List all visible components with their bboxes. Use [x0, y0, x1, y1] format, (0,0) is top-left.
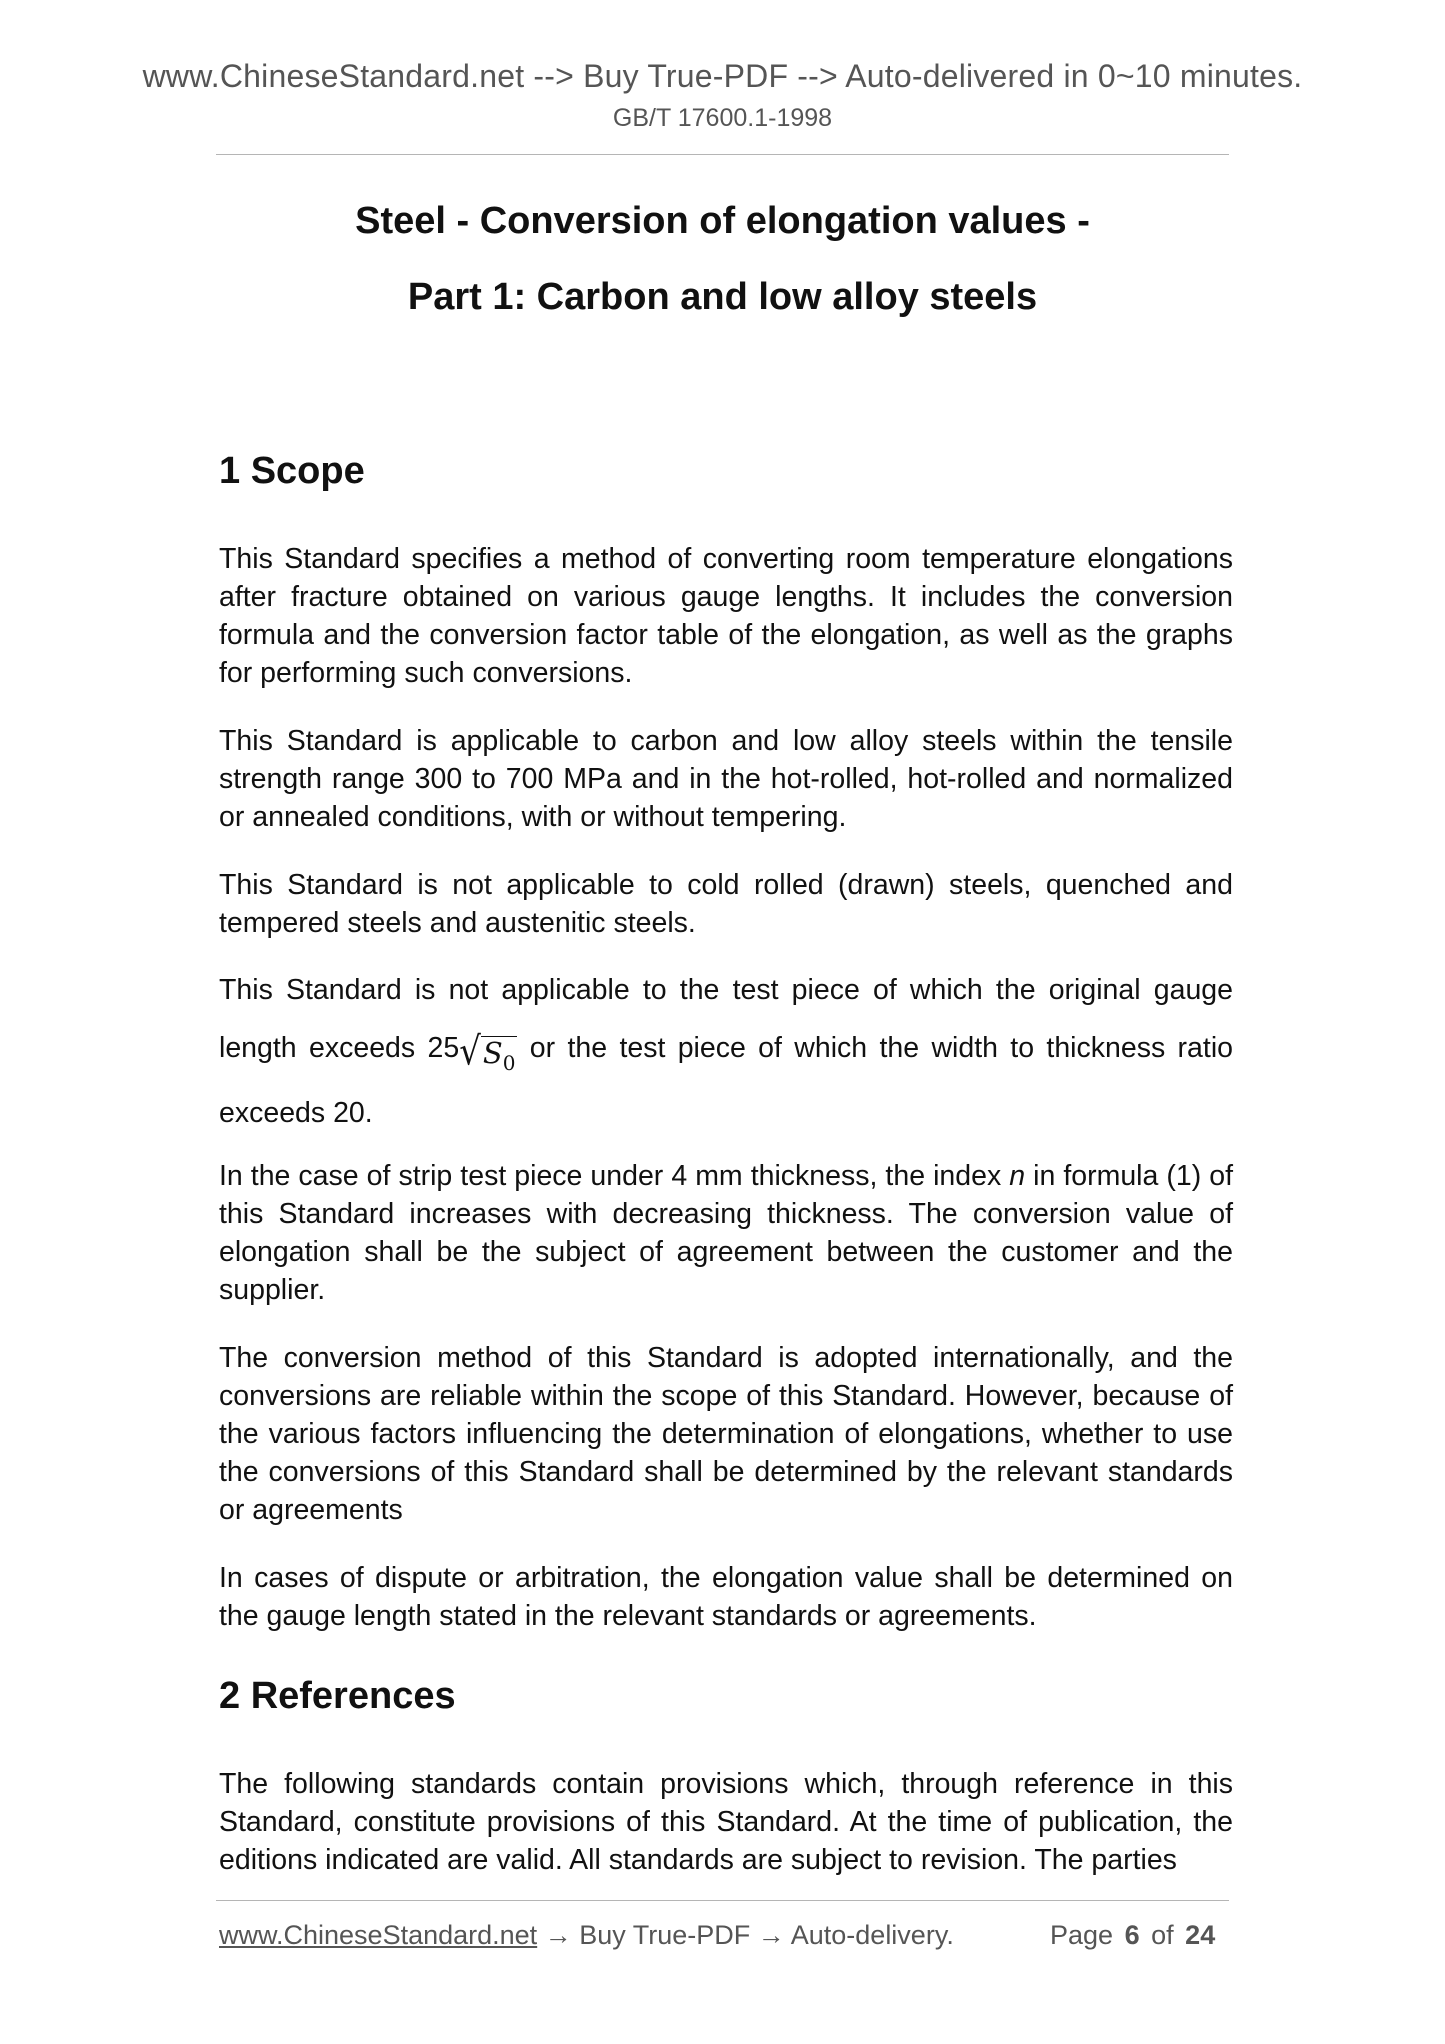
scope-paragraph-2: This Standard is applicable to carbon and low alloy steels within the tensile strength range 300 to 700 MPa and in the hot-rolled, hot-rolled and normalized or annealed conditions, with or without tempering.: [219, 725, 1233, 833]
document-title-line-1: Steel - Conversion of elongation values -: [355, 200, 1090, 242]
of-label: of: [1151, 1920, 1174, 1950]
page-indicator: [1050, 1920, 1215, 1951]
scope-paragraph-5: [219, 1157, 1233, 1309]
strip-text-end: in formula (1) of this Standard increases with decreasing thickness. The conversion value of elongation shall be the subject of agreement between the customer and the supplier.: [219, 1160, 1233, 1306]
scope-paragraph-3: This Standard is not applicable to cold rolled (drawn) steels, quenched and tempered steels and austenitic steels.: [219, 869, 1233, 939]
scope-paragraph-4-line-2: [219, 1029, 1233, 1074]
footer-promo-text: → Buy True-PDF → Auto-delivery.: [537, 1920, 954, 1950]
scope-paragraph-7: In cases of dispute or arbitration, the elongation value shall be determined on the gauge length stated in the relevant standards or agreements.: [219, 1562, 1233, 1632]
footer-site-link[interactable]: www.ChineseStandard.net: [219, 1920, 538, 1950]
radicand-variable: S: [482, 1036, 503, 1070]
scope-paragraph-4: [219, 971, 1233, 1132]
site-banner: www.ChineseStandard.net --> Buy True-PDF --> Auto-delivered in 0~10 minutes.: [142, 58, 1303, 94]
gauge-length-text: length exceeds 25: [219, 1032, 460, 1064]
scope-paragraph-4-line-1: This Standard is not applicable to the test piece of which the original gauge: [219, 974, 1233, 1006]
footer-divider: [216, 1900, 1229, 1901]
section-heading-scope: 1 Scope: [219, 450, 365, 492]
section-heading-references: 2 References: [219, 1675, 456, 1717]
index-variable: n: [1009, 1160, 1026, 1192]
radical-sign-icon: √: [459, 1029, 481, 1075]
radicand: [481, 1036, 518, 1074]
references-paragraph-1: The following standards contain provisions which, through reference in this Standard, constitute provisions of this Standard. At the time of publication, the editions indicated are valid. All standards are subject to revision. The parties: [219, 1768, 1233, 1876]
square-root-formula: [459, 1029, 517, 1075]
scope-paragraph-1: This Standard specifies a method of converting room temperature elongations after fracture obtained on various gauge lengths. It includes the conversion formula and the conversion factor table of the elongation, as well as the graphs for performing such conversions.: [219, 543, 1233, 689]
width-ratio-text: or the test piece of which the width to thickness ratio: [517, 1032, 1233, 1064]
footer-promo: [219, 1920, 954, 1951]
page-label: Page: [1050, 1920, 1114, 1950]
radicand-subscript: 0: [502, 1050, 516, 1075]
document-title-line-2: Part 1: Carbon and low alloy steels: [407, 276, 1038, 318]
scope-paragraph-4-line-3: exceeds 20.: [219, 1096, 373, 1129]
current-page-number: 6: [1124, 1920, 1140, 1950]
document-code: GB/T 17600.1-1998: [612, 104, 833, 132]
header-divider: [216, 154, 1229, 155]
strip-text-start: In the case of strip test piece under 4 mm thickness, the index: [219, 1160, 1010, 1192]
scope-paragraph-6: The conversion method of this Standard is adopted internationally, and the conversions are reliable within the scope of this Standard. However, because of the various factors influencing the determination of elongations, whether to use the conversions of this Standard shall be determined by the relevant standards or agreements: [219, 1342, 1233, 1526]
total-pages-number: 24: [1185, 1920, 1216, 1950]
